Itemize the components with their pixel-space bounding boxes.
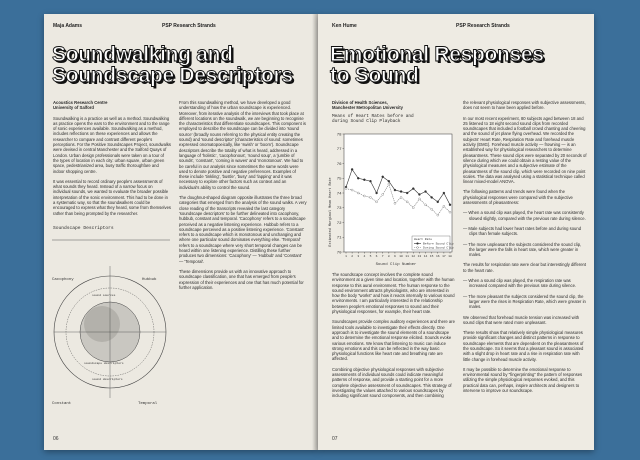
legend-label: During Sound Clip <box>423 246 454 250</box>
x-tick-label: 1 <box>345 255 347 258</box>
x-tick-label: 14 <box>423 255 428 258</box>
author-name: Ken Hume <box>332 23 357 29</box>
legend-marker <box>417 243 419 245</box>
x-tick-label: 4 <box>363 255 366 258</box>
right-page <box>318 14 594 450</box>
data-point <box>376 201 378 203</box>
data-point <box>418 193 420 195</box>
y-tick-label: 76 <box>336 162 342 167</box>
paragraph: The soundscape concept involves the complete sound environment at a given time and location, together with the human response to this aural environment. The human response to the sound environment attracts physiologists, who are interested in how the body "works" and how it reacts internally to various sound environments. I am particularly interested in the relationship between people's emotional responses to sound and their physiological responses, for example, their heart rate. <box>332 272 455 315</box>
x-tick-label: 3 <box>357 255 360 258</box>
y-tick-label: 71 <box>336 236 342 241</box>
x-tick-label: 10 <box>399 255 403 258</box>
data-point <box>431 208 433 210</box>
data-point <box>369 180 371 182</box>
soundscape-descriptors-diagram <box>50 236 172 426</box>
ring-word: soundscape descriptors <box>84 362 124 365</box>
bullet-item: — When a sound clip was played, the respiration rate was increased compared with the previous rate during silence. <box>463 278 577 289</box>
data-point <box>363 179 365 181</box>
data-point <box>449 211 451 213</box>
data-point <box>345 188 347 190</box>
data-point <box>425 191 427 193</box>
label-temporal: Temporal <box>138 402 158 406</box>
x-tick-label: 7 <box>381 255 384 258</box>
data-point <box>388 183 390 185</box>
data-point <box>449 204 451 206</box>
diagram-caption: Soundscape Descriptors <box>53 226 114 231</box>
title-line-1: Soundwalking and <box>52 43 233 66</box>
data-point <box>418 198 420 200</box>
paragraph: The doughnut-shaped diagram opposite illustrates the three broad categories that emerged from the analysis of the sound walks. A very close reading of the transcripts revealed the last category 'soundscape descriptors' to be further delineated into cacophony, hubbub, constant and temporal. 'Cacophony' refers to a soundscape perceived as a negative listening experience. Hubbub refers to a soundscape perceived as a positive listening experience. 'Constant' refers to a soundscape which is monotonous and unchanging and where one particular sound dominates everything else. 'Temporal' refers to a soundscape where very short temporal changes can be heard within one listening experience. Distilling these further produces two dimensions: 'Cacophony' — 'Hubbub' and 'Constant' — 'Temporal'. <box>179 195 307 264</box>
x-tick-label: 16 <box>435 255 440 258</box>
right-column-2 <box>463 100 587 398</box>
y-axis-label: Estimated Marginal Mean Heart Rate <box>329 177 333 247</box>
paragraph: In our most recent experiment, 80 subjects aged between 18 and 25 listened to 18 eight second sound clips from recorded soundscapes that included a football crowd chanting and cheering and the sound of jet plane flying overhead. We recorded the subjects' Heart Rate, Respiration Rate and forehead muscle activity (EMG). Forehead muscle activity — frowning — is an established way for physiological researchers to determine pleasantness. These sound clips were separated by 20 seconds of silence during which we could obtain a resting value of the physiological measures and a subjective estimate of the pleasantness of the sound clip, which were recorded on nine point scales. The data was analysed using a statistical technique called linear mixed-model ANOVA. <box>463 115 587 185</box>
paragraph: It may be possible to determine the emotional response to environmental sound by "fingerprinting" the pattern of responses utilizing the simple physiological responses evoked, and this practical data can, perhaps, inspire architects and designers to intervene to improve our soundscape. <box>463 366 583 394</box>
x-tick-label: 5 <box>369 255 372 258</box>
x-tick-label: 13 <box>417 255 422 258</box>
y-tick-label: 73 <box>336 207 342 212</box>
x-tick-label: 18 <box>448 255 452 258</box>
data-point <box>412 207 414 209</box>
paragraph: The following patterns and trends were found when the physiological responses were compared with the subjective assessments of pleasantness: <box>463 189 573 206</box>
data-point <box>351 189 353 191</box>
x-tick-label: 11 <box>405 255 409 258</box>
paragraph: These results show that relatively simple physiological measures provide significant changes and distinct patterns in response to soundscape elements that are dependent on the pleasantness of the soundscape. So it seems that a pleasant sound is associated with a slight drop in heart rate and a rise in respiration rate with little change in forehead muscle activity. <box>463 330 584 362</box>
data-point <box>357 192 359 194</box>
x-tick-label: 17 <box>442 255 446 258</box>
data-point <box>357 177 359 179</box>
running-head: PSP Research Strands <box>162 23 216 29</box>
legend-marker <box>417 247 419 249</box>
data-point <box>388 180 390 182</box>
data-point <box>437 214 439 216</box>
x-tick-label: 12 <box>411 255 416 258</box>
title-line-2: Soundscape Descriptors <box>52 64 293 87</box>
paragraph: Soundscapes provide complex auditory experiences and there are limited tools available to investigate their effects directly. One approach is to investigate the sound elements of a soundscape and to determine the emotional response elicited. Sounds evoke various emotions. We know that listening to music can induce strong emotions and this can be reflected in the way basic physiological functions like heart rate and breathing rate are affected. <box>332 319 455 362</box>
data-point <box>363 195 365 197</box>
affiliation: Division of Health Sciences, Manchester Metropolitan University <box>332 100 403 111</box>
y-tick-label: 74 <box>336 192 342 197</box>
y-tick-label: 70 <box>336 251 342 256</box>
left-column-2 <box>179 100 307 295</box>
page-number: 06 <box>53 436 59 442</box>
data-point <box>382 176 384 178</box>
plot-area <box>344 134 452 252</box>
legend-label: Before Sound Clip <box>423 242 454 246</box>
data-point <box>406 201 408 203</box>
chart-title: Means of Heart Rates before and during Sound Clip Playback <box>332 114 414 125</box>
data-point <box>400 191 402 193</box>
data-point <box>351 168 353 170</box>
paragraph: We observed that forehead muscle tension was increased with sound clips that were rated more unpleasant. <box>463 314 580 325</box>
article-title <box>52 44 293 86</box>
data-point <box>406 192 408 194</box>
bullet-item: — The more pleasant the subjects considered the sound clip, the larger were the rises in Respiration Rate, which were greater in males. <box>463 293 586 310</box>
affiliation: Acoustics Research Centre University of Salford <box>53 100 108 111</box>
title-line-2: to Sound <box>330 64 419 87</box>
inner-shading <box>84 306 120 342</box>
x-tick-label: 6 <box>375 255 378 258</box>
x-tick-label: 2 <box>351 255 354 258</box>
paragraph: From this soundwalking method, we have developed a good understanding of how the urban soundscape is experienced. Moreover, from iterative analysis of the interviews that took place at different locations on the soundwalk, we are beginning to recognise the characteristics that differentiate soundscapes. This component is employed to describe the soundscape can be divided into 'sound source' (broadly nouns referring to the physical entity creating the sound) and 'sound descriptor' (characteristics of sound: sometimes expressed onomatopoeically, like 'swish' or 'boom'). Soundscape descriptors describe the totality of what is heard, addressed in a language of 'holistic', 'cacophonous', 'sound soup', a 'jumble of sounds', 'constant', 'coming in waves' and 'monotonous'. We had to be careful in our analysis since sometimes the same words were used to denote positive and negative preferences. Examples of these include 'tinkling', 'bustle', 'busy' and 'lapping' and it was necessary to explore other factors such as context and an individual's ability to control the sound. <box>179 100 306 190</box>
y-tick-label: 78 <box>336 133 342 138</box>
y-tick-label: 75 <box>336 177 342 182</box>
running-head: PSP Research Strands <box>456 23 510 29</box>
page-number: 07 <box>332 436 338 442</box>
y-tick-label: 77 <box>336 148 342 153</box>
data-point <box>437 201 439 203</box>
bullet-item: — The more unpleasant the subjects considered the sound clip, the larger were the falls in heart rate, which were greater in males. <box>463 241 582 258</box>
heart-rate-chart <box>326 128 458 268</box>
data-point <box>394 189 396 191</box>
data-point <box>369 196 371 198</box>
bullet-item: — Male subjects had lower heart rates before and during sound clips than female subjects. <box>463 225 582 237</box>
article-title <box>330 44 544 86</box>
paragraph: The results for respiration rate were clear but interestingly different to the heart rate. <box>463 262 587 273</box>
label-cacophony: Cacophony <box>52 278 74 282</box>
paragraph: Soundwalking is a practice as well as a method. Soundwalking as practice opens the ears to the environment and to the range of sonic experiences available. Soundwalking as a method, includes reflections on these experiences and allows the researcher to compare and contrast different people's perceptions. For the Positive Soundscapes Project, soundwalks were devised in central Manchester and the Salford Quays of London. Urban design professionals were taken on a tour of the types of location in each city: urban square, urban green space, pedestrianized area, busy traffic thoroughfare and indoor shopping centre. <box>53 115 172 174</box>
label-hubbub: Hubbub <box>142 278 157 282</box>
data-point <box>400 196 402 198</box>
ring-word: sound sources <box>92 294 116 297</box>
author-name: Maja Adams <box>53 23 82 29</box>
data-point <box>425 204 427 206</box>
paragraph: These dimensions provide us with an innovative approach to soundscape classification, one that has emerged from people's expression of their experiences and one that has much potential for further application. <box>179 268 304 290</box>
y-tick-label: 72 <box>336 221 342 226</box>
data-point <box>443 205 445 207</box>
title-line-1: Emotional Responses <box>330 43 544 66</box>
x-tick-label: 15 <box>429 255 434 258</box>
data-point <box>412 188 414 190</box>
data-point <box>394 202 396 204</box>
x-tick-label: 9 <box>394 255 396 258</box>
left-page <box>44 14 318 450</box>
paragraph: It was essential to record ordinary people's assessments of what sounds they heard. Instead of a narrow focus on individual sounds, we wanted to evaluate the broader possible interpretation of the sonic environment. This had to be done in a systematic way, so that the soundwalkers could be encouraged to express what they heard, some from themselves rather than being prompted by the researcher. <box>53 178 172 216</box>
bullet-item: — When a sound clip was played, the heart rate was consistently slowed slightly, compared with the previous rate during silence. <box>463 210 586 221</box>
left-column-1 <box>53 100 171 221</box>
paragraph: Combining objective physiological responses with subjective assessments of individual sounds could indicate meaningful patterns of response, and provide a starting point for a more complete objective assessment of soundscapes. This strategy of investigating the values attached to various soundscapes by including significant sound components, and then combining <box>332 366 452 399</box>
paragraph: the relevant physiological responses with subjective assessments, does not seem to have been applied before. <box>463 100 586 111</box>
label-constant: Constant <box>52 402 72 406</box>
data-point <box>376 192 378 194</box>
x-axis-label: Sound Clip Number <box>375 263 417 267</box>
data-point <box>382 193 384 195</box>
right-column-1 <box>332 272 456 404</box>
data-point <box>431 196 433 198</box>
ring-word: sound descriptors <box>92 378 123 381</box>
data-point <box>443 192 445 194</box>
legend-title: Heart Rate <box>414 237 433 241</box>
x-tick-label: 8 <box>387 255 390 258</box>
